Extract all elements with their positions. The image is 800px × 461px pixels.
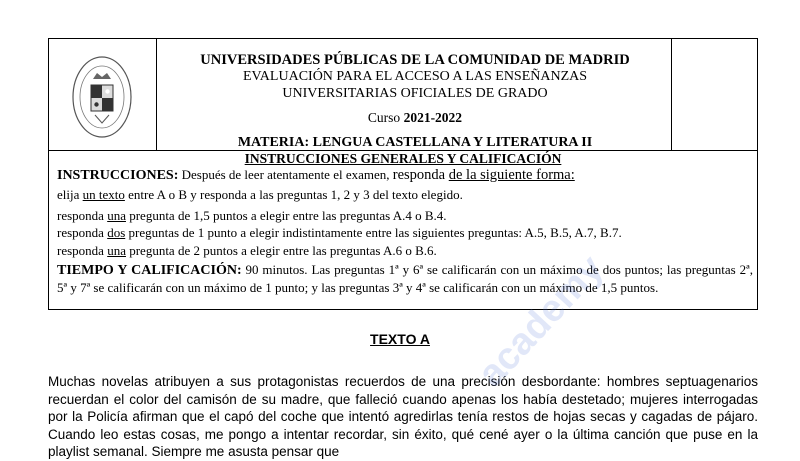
header-degree: UNIVERSITARIAS OFICIALES DE GRADO <box>282 86 548 101</box>
line-3-underlined: una <box>107 208 126 223</box>
instructions-title: INSTRUCCIONES GENERALES Y CALIFICACIÓN <box>244 151 562 166</box>
instructions-intro: Después de leer atentamente el examen, <box>178 167 393 182</box>
header-university: UNIVERSIDADES PÚBLICAS DE LA COMUNIDAD DE MADRID <box>200 52 630 68</box>
header-subject: MATERIA: LENGUA CASTELLANA Y LITERATURA II <box>237 135 593 150</box>
line-5-underlined: una <box>107 243 126 258</box>
exam-header-box <box>48 38 758 310</box>
timing-label: TIEMPO Y CALIFICACIÓN: <box>57 263 242 278</box>
logo-cell <box>49 39 157 151</box>
text-a-title: TEXTO A <box>370 331 430 347</box>
instructions-line-2 <box>57 187 463 203</box>
text-a-body: Muchas novelas atribuyen a sus protagonistas recuerdos de una precisión desbordante: hombres septuagenarios recuerdan el color del camisón de su madre, que falleció cuando apenas los había destetado; mujeres interrogadas por la Policía afirman que el capó del coche que intentó agredirlas tenía restos de hojas secas y cagadas de pájaro. Cuando leo estas cosas, me pongo a intentar recordar, sin éxito, qué cené ayer o la última canción que puse en la playlist semanal. Siempre me asusta pensar que <box>48 374 758 459</box>
timing-grading <box>57 261 753 296</box>
line-5-post: pregunta de 2 puntos a elegir entre las preguntas A.6 o B.6. <box>125 243 437 258</box>
course-value: 2021-2022 <box>403 110 463 125</box>
line-2-post: entre A o B y responda a las preguntas 1, 2 y 3 del texto elegido. <box>124 187 463 202</box>
line-3-pre: responda <box>57 208 108 223</box>
blank-cell <box>671 39 757 151</box>
instructions-label: INSTRUCCIONES: <box>57 168 179 183</box>
line-5-pre: responda <box>57 243 108 258</box>
watermark: academy <box>470 247 612 395</box>
timing-text: 90 minutos. Las preguntas 1ª y 6ª se calificarán con un máximo de dos puntos; las preguntas 2ª, 5ª y 7ª se calificarán con un máximo de 1 punto; y las preguntas 3ª y 4ª se calificarán con un máximo de 1,5 puntos. <box>57 262 753 295</box>
line-4-pre: responda <box>57 225 108 240</box>
header-row <box>49 39 757 151</box>
instructions-responda: responda <box>392 167 449 183</box>
header-course <box>157 110 673 126</box>
instructions-line-3 <box>57 208 447 224</box>
line-4-underlined: dos <box>107 225 126 240</box>
instructions-line-4 <box>57 225 622 241</box>
university-seal-icon <box>71 55 133 139</box>
line-2-pre: elija <box>57 187 83 202</box>
course-label: Curso <box>367 110 404 125</box>
header-evaluation: EVALUACIÓN PARA EL ACCESO A LAS ENSEÑANZAS <box>242 69 588 84</box>
instructions-line-5 <box>57 243 437 259</box>
line-4-post: preguntas de 1 punto a elegir indistintamente entre las siguientes preguntas: A.5, B.5, A.7, B.7. <box>125 225 622 240</box>
line-2-underlined: un texto <box>82 187 125 202</box>
instructions-line-1 <box>57 167 575 184</box>
instructions-forma: de la siguiente forma: <box>448 167 575 183</box>
line-3-post: pregunta de 1,5 puntos a elegir entre las preguntas A.4 o B.4. <box>125 208 447 223</box>
